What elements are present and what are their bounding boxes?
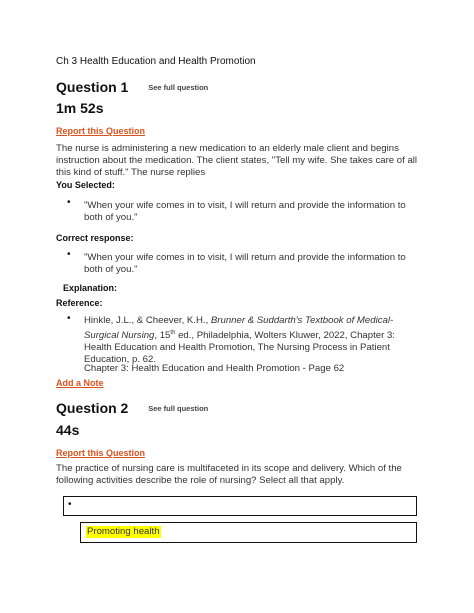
- option-1-bullet: •: [68, 499, 72, 510]
- add-note-link[interactable]: Add a Note: [56, 378, 104, 388]
- selected-answer-bullet: •: [67, 197, 71, 208]
- question-1-see-full-link[interactable]: See full question: [148, 83, 209, 92]
- reference-details: ed., Philadelphia, Wolters Kluwer, 2022, Chapter 3: Health Education and Health Promotion, The Nursing Process in Patient Education, p. 62.: [84, 330, 395, 366]
- question-2-timer: 44s: [56, 422, 80, 438]
- correct-answer-text: "When your wife comes in to visit, I will return and provide the information to both of you.": [84, 252, 406, 275]
- reference-book-title: Brunner & Suddarth's Textbook of Medical-Surgical Nursing: [84, 315, 394, 342]
- question-1-timer: 1m 52s: [56, 100, 104, 116]
- option-row-1[interactable]: [63, 496, 417, 516]
- correct-response-label: Correct response:: [56, 233, 134, 243]
- reference-edition-sup: th: [170, 330, 176, 336]
- reference-label: Reference:: [56, 298, 103, 308]
- question-2-heading: [56, 400, 208, 416]
- you-selected-label: You Selected:: [56, 180, 115, 190]
- reference-citation: [84, 315, 420, 366]
- reference-edition: , 15: [154, 330, 171, 342]
- document-title: Ch 3 Health Education and Health Promotion: [56, 56, 256, 67]
- option-2-text: Promoting health: [87, 526, 160, 537]
- question-1-title: Question 1: [56, 79, 129, 95]
- option-row-2[interactable]: [80, 522, 417, 543]
- reference-bullet: •: [67, 313, 71, 324]
- question-1-prompt: The nurse is administering a new medication to an elderly male client and begins instruction about the medication. The client states, "Tell my wife. She takes care of all this kind of stuff." The nurse replies: [56, 143, 418, 178]
- reference-authors: Hinkle, J.L., & Cheever, K.H.,: [84, 315, 211, 326]
- question-2-report-link[interactable]: Report this Question: [56, 448, 146, 458]
- question-1-heading: [56, 79, 208, 95]
- question-1-report-link[interactable]: Report this Question: [56, 126, 146, 136]
- question-2-prompt: The practice of nursing care is multifaceted in its scope and delivery. Which of the following activities describe the role of nursing? Select all that apply.: [56, 463, 402, 486]
- selected-answer-text: "When your wife comes in to visit, I will return and provide the information to both of you.": [84, 200, 406, 223]
- correct-answer-bullet: •: [67, 249, 71, 260]
- chapter-page-reference: Chapter 3: Health Education and Health Promotion - Page 62: [84, 363, 345, 374]
- question-2-title: Question 2: [56, 400, 129, 416]
- explanation-label: Explanation:: [63, 283, 118, 293]
- question-2-see-full-link[interactable]: See full question: [148, 404, 209, 413]
